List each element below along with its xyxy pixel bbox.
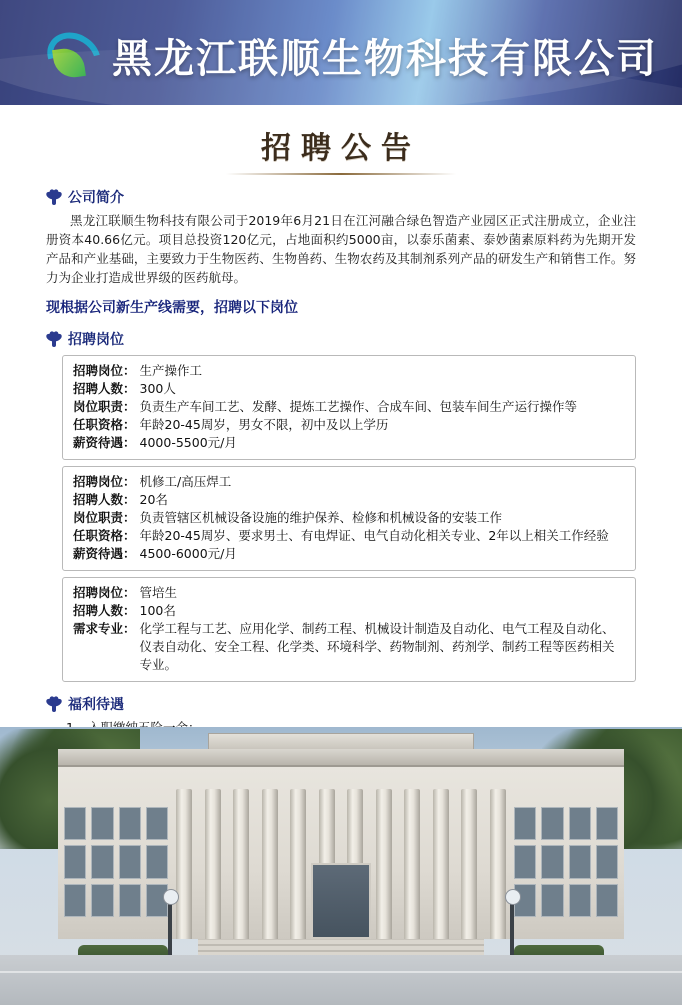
job-field-key: 需求专业： — [73, 621, 136, 636]
job-field — [73, 545, 627, 563]
company-logo-icon — [46, 30, 104, 84]
street-lamp — [510, 899, 514, 955]
section-header-intro — [46, 187, 682, 207]
job-field-key: 薪资待遇： — [73, 435, 136, 450]
section-header-jobs — [46, 329, 682, 349]
flower-bullet-icon — [46, 696, 62, 712]
plaza-ground — [0, 955, 682, 1005]
job-field — [73, 473, 627, 491]
building-roof — [58, 749, 624, 767]
windows-right — [514, 807, 618, 917]
job-field-key: 岗位职责： — [73, 399, 136, 414]
section-title-welfare: 福利待遇 — [68, 697, 124, 713]
job-field-key: 岗位职责： — [73, 510, 136, 525]
job-field-key: 招聘人数： — [73, 603, 136, 618]
header-banner — [0, 0, 682, 105]
job-field-value: 负责生产车间工艺、发酵、提炼工艺操作、合成车间、包装车间生产运行操作等 — [139, 399, 578, 414]
building-facade — [58, 767, 624, 939]
flower-bullet-icon — [46, 189, 62, 205]
job-field-key: 招聘人数： — [73, 381, 136, 396]
intro-paragraph: 黑龙江联顺生物科技有限公司于2019年6月21日在江河融合绿色智造产业园区正式注册成立，企业注册资本40.66亿元。项目总投资120亿元，占地面积约5000亩，以泰乐菌素、泰妙菌素原料药为先期开发产品和产业基础，主要致力于生物医药、生物兽药、生物农药及其制剂系列产品的研发生产和销售工作。努力为企业打造成世界级的医药航母。 — [46, 213, 636, 285]
job-field-value: 生产操作工 — [139, 363, 203, 378]
job-field-value: 机修工/高压焊工 — [139, 474, 232, 489]
job-field-key: 招聘岗位： — [73, 474, 136, 489]
job-field-key: 任职资格： — [73, 528, 136, 543]
street-lamp — [168, 899, 172, 955]
job-field-key: 招聘岗位： — [73, 585, 136, 600]
office-building — [58, 749, 624, 955]
title-underline — [226, 173, 456, 175]
section-title-jobs: 招聘岗位 — [68, 332, 124, 348]
job-field — [73, 398, 627, 416]
job-field — [73, 527, 627, 545]
job-field-key: 任职资格： — [73, 417, 136, 432]
job-field — [73, 620, 627, 674]
job-field-value: 管培生 — [139, 585, 178, 600]
job-field — [73, 509, 627, 527]
job-field-value: 化学工程与工艺、应用化学、制药工程、机械设计制造及自动化、电气工程及自动化、仪表自动化、安全工程、化学类、环境科学、药物制剂、药剂学、制药工程等医药相关专业。 — [139, 621, 615, 672]
job-field — [73, 380, 627, 398]
need-line: 现根据公司新生产线需要，招聘以下岗位 — [46, 300, 298, 316]
job-field-value: 4000-5500元/月 — [139, 435, 237, 450]
job-field-value: 负责管辖区机械设备设施的维护保养、检修和机械设备的安装工作 — [139, 510, 503, 525]
windows-left — [64, 807, 168, 917]
job-field-value: 4500-6000元/月 — [139, 546, 237, 561]
job-field — [73, 602, 627, 620]
job-field-key: 招聘岗位： — [73, 363, 136, 378]
job-field — [73, 416, 627, 434]
job-field — [73, 434, 627, 452]
job-field-value: 300人 — [139, 381, 176, 396]
page-title: 招聘公告 — [261, 131, 421, 166]
job-field-key: 薪资待遇： — [73, 546, 136, 561]
job-field-value: 年龄20-45周岁，男女不限，初中及以上学历 — [139, 417, 389, 432]
company-name: 黑龙江联顺生物科技有限公司 — [112, 36, 658, 82]
content-area — [0, 105, 682, 727]
job-field — [73, 362, 627, 380]
job-field-value: 100名 — [139, 603, 176, 618]
job-field-value: 年龄20-45周岁、要求男士、有电焊证、电气自动化相关专业、2年以上相关工作经验 — [139, 528, 609, 543]
job-field-value: 20名 — [139, 492, 168, 507]
job-field — [73, 491, 627, 509]
job-card — [62, 355, 636, 460]
job-card — [62, 577, 636, 682]
job-card — [62, 466, 636, 571]
flower-bullet-icon — [46, 331, 62, 347]
building-photo — [0, 727, 682, 1005]
section-header-welfare — [46, 694, 682, 714]
job-field-key: 招聘人数： — [73, 492, 136, 507]
main-entrance — [311, 863, 371, 939]
job-field — [73, 584, 627, 602]
section-title-intro: 公司简介 — [68, 190, 124, 206]
